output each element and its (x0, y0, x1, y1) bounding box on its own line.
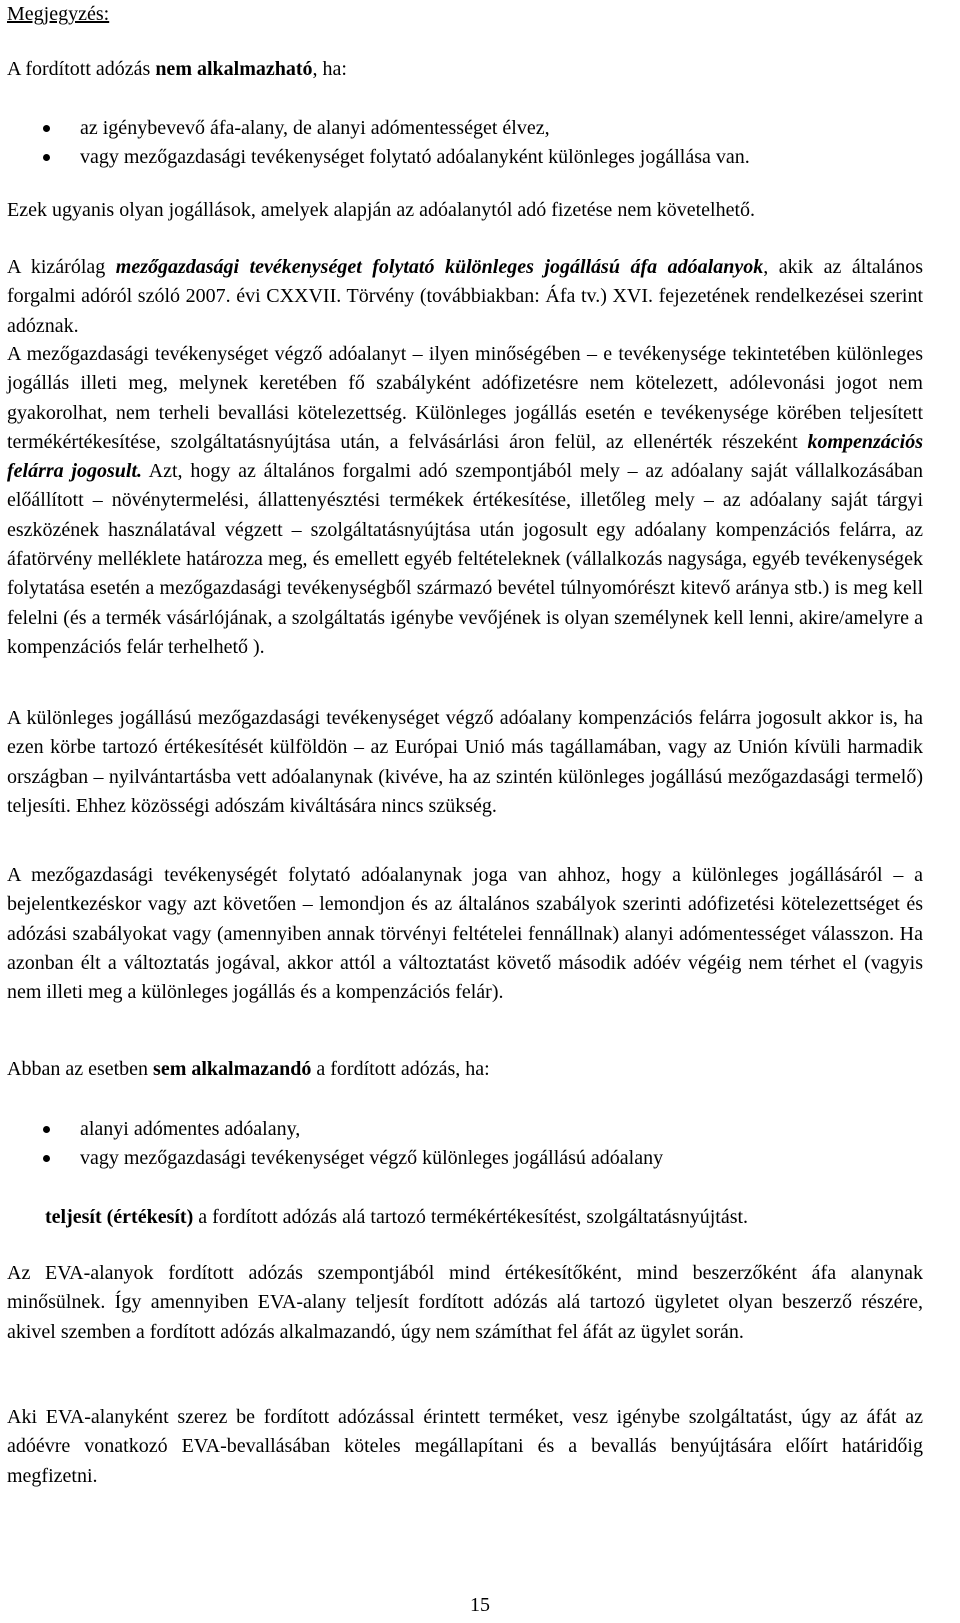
exception-list (0, 1115, 930, 1174)
paragraph-mezogazdasagi: A mezőgazdasági tevékenységet végző adóalanyt – ilyen minőségében – e tevékenysége tekintetében különleges jogállás illeti meg, melynek keretében fő szabályként adófizetésre nem kötelezett, adólevonási jogot nem gyakorolhat, nem terheli bevallási kötelezettség. Különleges jogállás esetén e tevékenysége körében teljesített termékértékesítése, szolgáltatásnyújtása után, a felvásárlási áron felül, az ellenérték részeként kompenzációs felárra jogosult. Azt, hogy az általános forgalmi adó szempontjából mely – az adóalany saját vállalkozásában előállított – növénytermelési, állattenyésztési termékek értékesítése, illetőleg mely – az adóalany saját tárgyi eszközének használatával végzett – szolgáltatásnyújtása után jogosult egy adóalany kompenzációs felárra, az áfatörvény melléklete határozza meg, és emellett egyéb feltételeknek (vállalkozás nagysága, egyéb tevékenységek folytatása esetén a mezőgazdasági tevékenységből származó bevétel túlnyomórészt kitevő aránya stb.) is meg kell felelni (és a termék vásárlójának, a szolgáltatás igénybe vevőjének is olyan személynek kell lenni, akire/amelyre a kompenzációs felár terhelhető ). (7, 343, 923, 658)
paragraph-kulonleges: A különleges jogállású mezőgazdasági tevékenységet végző adóalany kompenzációs felárra jogosult akkor is, ha ezen körbe tartozó értékesítését külföldön – az Európai Unió más tagállamában, vagy az Unión kívüli harmadik országban – nyilvántartásba vett adóalanynak (kivéve, ha az szintén különleges jogállású mezőgazdasági termelő) teljesíti. Ehhez közösségi adószám kiváltására nincs szükség. (7, 707, 923, 817)
emphasis-bold-italic: mezőgazdasági tevékenységet folytató különleges jogállású áfa adóalanyok (115, 256, 764, 278)
condition-list (0, 114, 930, 173)
note-heading: Megjegyzés: (7, 3, 110, 25)
paragraph-eva-1: Az EVA-alanyok fordított adózás szempontjából mind értékesítőként, mind beszerzőként áfa alanynak minősülnek. Így amennyiben EVA-alany teljesít fordított adózás alá tartozó ügyletet olyan beszerző részére, akivel szemben a fordított adózás alkalmazandó, úgy nem számíthat fel áfát az ügylet során. (7, 1262, 923, 1343)
paragraph-teljesit: teljesít (értékesít) a fordított adózás alá tartozó termékértékesítést, szolgáltatásnyújtást. (45, 1206, 749, 1228)
list-item: alanyi adómentes adóalany, (0, 1115, 930, 1144)
intro-paragraph: A fordított adózás nem alkalmazható, ha: (7, 58, 347, 80)
bullet-icon (43, 1155, 50, 1162)
emphasis-bold: nem alkalmazható (155, 58, 313, 80)
paragraph-eva-2: Aki EVA-alanyként szerez be fordított adózással érintett terméket, vesz igénybe szolgáltatást, úgy az áfát az adóévre vonatkozó EVA-bevallásában köteles megállapítani és a bevallás benyújtására előírt határidőig megfizetni. (7, 1406, 923, 1487)
emphasis-bold: sem alkalmazandó (153, 1058, 312, 1080)
list-item: vagy mezőgazdasági tevékenységet folytató adóalanyként különleges jogállása van. (0, 143, 930, 172)
paragraph-kizarolag: A kizárólag mezőgazdasági tevékenységet folytató különleges jogállású áfa adóalanyok, akik az általános forgalmi adóról szóló 2007. évi CXXVII. Törvény (továbbiakban: Áfa tv.) XVI. fejezetének rendelkezései szerint adóznak. (7, 256, 923, 337)
bullet-icon (43, 1126, 50, 1133)
bullet-icon (43, 154, 50, 161)
paragraph-joga: A mezőgazdasági tevékenységét folytató adóalanynak joga van ahhoz, hogy a különleges jogállásáról – a bejelentkezéskor vagy azt követően – lemondjon és az általános szabályok szerinti adófizetési kötelezettséget és adózási szabályokat vagy (amennyiben annak törvényi feltételei fennállnak) alanyi adómentességet válasszon. Ha azonban élt a változtatás jogával, akkor attól a változtatást követő második adóév végéig nem térhet el (vagyis nem illeti meg a különleges jogállás és a kompenzációs felár). (7, 864, 923, 1004)
emphasis-bold: teljesít (értékesít) (45, 1206, 194, 1228)
bullet-icon (43, 125, 50, 132)
list-item: vagy mezőgazdasági tevékenységet végző különleges jogállású adóalany (0, 1144, 930, 1173)
paragraph-ezek: Ezek ugyanis olyan jogállások, amelyek alapján az adóalanytól adó fizetése nem követelhető. (7, 199, 756, 221)
emphasis-bold-italic: kompenzációs felárra jogosult. (7, 430, 923, 483)
page-number: 15 (470, 1594, 490, 1616)
paragraph-abban: Abban az esetben sem alkalmazandó a fordított adózás, ha: (7, 1058, 490, 1080)
list-item: az igénybevevő áfa-alany, de alanyi adómentességet élvez, (0, 114, 930, 143)
